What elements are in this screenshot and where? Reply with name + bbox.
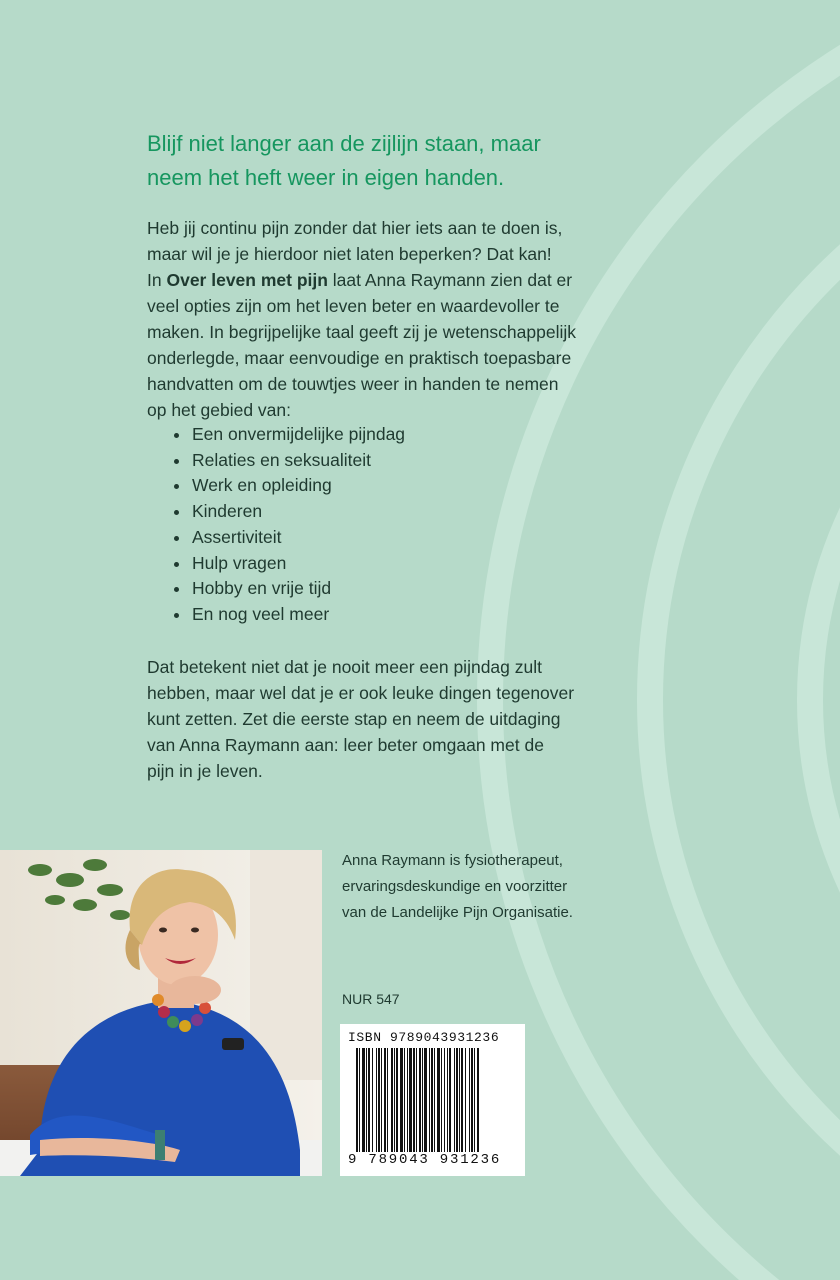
- author-portrait-illustration: [0, 850, 322, 1176]
- barcode-bar: [456, 1048, 458, 1152]
- list-item: Hobby en vrije tijd: [170, 576, 405, 602]
- barcode-bar: [444, 1048, 445, 1152]
- list-item: Werk en opleiding: [170, 473, 405, 499]
- barcode-bar: [394, 1048, 395, 1152]
- closing-line: van Anna Raymann aan: leer beter omgaan met de: [147, 735, 544, 755]
- list-item: Relaties en seksualiteit: [170, 448, 405, 474]
- barcode-bar: [429, 1048, 430, 1152]
- topic-list: [170, 422, 405, 628]
- barcode-bar: [362, 1048, 365, 1152]
- isbn-label: ISBN 9789043931236: [348, 1030, 500, 1045]
- author-bio: [342, 848, 662, 926]
- barcode-bar: [396, 1048, 398, 1152]
- barcode-bar: [356, 1048, 358, 1152]
- nur-code: NUR 547: [342, 991, 400, 1007]
- barcode-bar: [372, 1048, 373, 1152]
- barcode-bar: [366, 1048, 367, 1152]
- barcode-bar: [407, 1048, 408, 1152]
- barcode-bar: [359, 1048, 360, 1152]
- closing-line: hebben, maar wel dat je er ook leuke dingen tegenover: [147, 683, 575, 703]
- barcode-bar: [422, 1048, 423, 1152]
- intro-line: maken. In begrijpelijke taal geeft zij je wetenschappelijk: [147, 322, 576, 342]
- barcode-bar: [461, 1048, 463, 1152]
- intro-paragraph: [147, 215, 677, 423]
- intro-line: onderlegde, maar eenvoudige en praktisch toepasbare: [147, 348, 572, 368]
- author-photo: [0, 850, 322, 1176]
- list-item: En nog veel meer: [170, 602, 405, 628]
- barcode-bar: [413, 1048, 415, 1152]
- barcode-bars: [356, 1048, 512, 1152]
- ean-digits: 9 789043 931236: [348, 1152, 502, 1168]
- barcode-bar: [431, 1048, 433, 1152]
- closing-paragraph: [147, 654, 677, 784]
- barcode-bar: [469, 1048, 470, 1152]
- barcode-bar: [416, 1048, 417, 1152]
- intro-line: op het gebied van:: [147, 400, 292, 420]
- bio-line: ervaringsdeskundige en voorzitter: [342, 878, 568, 895]
- barcode-bar: [400, 1048, 403, 1152]
- intro-line: handvatten om de touwtjes weer in handen te nemen: [147, 374, 559, 394]
- barcode-bar: [409, 1048, 412, 1152]
- intro-line: maar wil je je hierdoor niet laten beperken? Dat kan!: [147, 244, 552, 264]
- intro-text: laat Anna Raymann zien dat er: [327, 270, 573, 290]
- barcode-bar: [404, 1048, 405, 1152]
- barcode-bar: [447, 1048, 448, 1152]
- closing-line: kunt zetten. Zet die eerste stap en neem de uitdaging: [147, 709, 561, 729]
- barcode-bar: [387, 1048, 388, 1152]
- barcode-bar: [437, 1048, 440, 1152]
- barcode-bar: [449, 1048, 451, 1152]
- closing-line: pijn in je leven.: [147, 761, 263, 781]
- list-item: Hulp vragen: [170, 551, 405, 577]
- list-item: Assertiviteit: [170, 525, 405, 551]
- barcode-bar: [441, 1048, 442, 1152]
- barcode-bar: [454, 1048, 455, 1152]
- tagline: [147, 127, 667, 195]
- book-title: Over leven met pijn: [166, 270, 328, 290]
- barcode-bar: [376, 1048, 377, 1152]
- bio-line: van de Landelijke Pijn Organisatie.: [342, 904, 573, 921]
- barcode-bar: [474, 1048, 475, 1152]
- tagline-line: neem het heft weer in eigen handen.: [147, 165, 505, 190]
- bio-line: Anna Raymann is fysiotherapeut,: [342, 852, 563, 869]
- barcode-bar: [477, 1048, 479, 1152]
- barcode-bar: [378, 1048, 380, 1152]
- intro-line: veel opties zijn om het leven beter en waardevoller te: [147, 296, 560, 316]
- intro-text: In: [147, 270, 167, 290]
- barcode: [340, 1024, 525, 1176]
- barcode-bar: [434, 1048, 435, 1152]
- closing-line: Dat betekent niet dat je nooit meer een pijndag zult: [147, 657, 542, 677]
- barcode-bar: [384, 1048, 386, 1152]
- barcode-bar: [368, 1048, 370, 1152]
- list-item: Een onvermijdelijke pijndag: [170, 422, 405, 448]
- barcode-bar: [471, 1048, 473, 1152]
- tagline-line: Blijf niet langer aan de zijlijn staan, maar: [147, 131, 541, 156]
- barcode-bar: [419, 1048, 421, 1152]
- barcode-bar: [381, 1048, 382, 1152]
- barcode-bar: [459, 1048, 460, 1152]
- barcode-bar: [424, 1048, 427, 1152]
- intro-line: Heb jij continu pijn zonder dat hier iets aan te doen is,: [147, 218, 563, 238]
- intro-line: [147, 267, 677, 293]
- list-item: Kinderen: [170, 499, 405, 525]
- barcode-bar: [391, 1048, 393, 1152]
- barcode-bar: [465, 1048, 466, 1152]
